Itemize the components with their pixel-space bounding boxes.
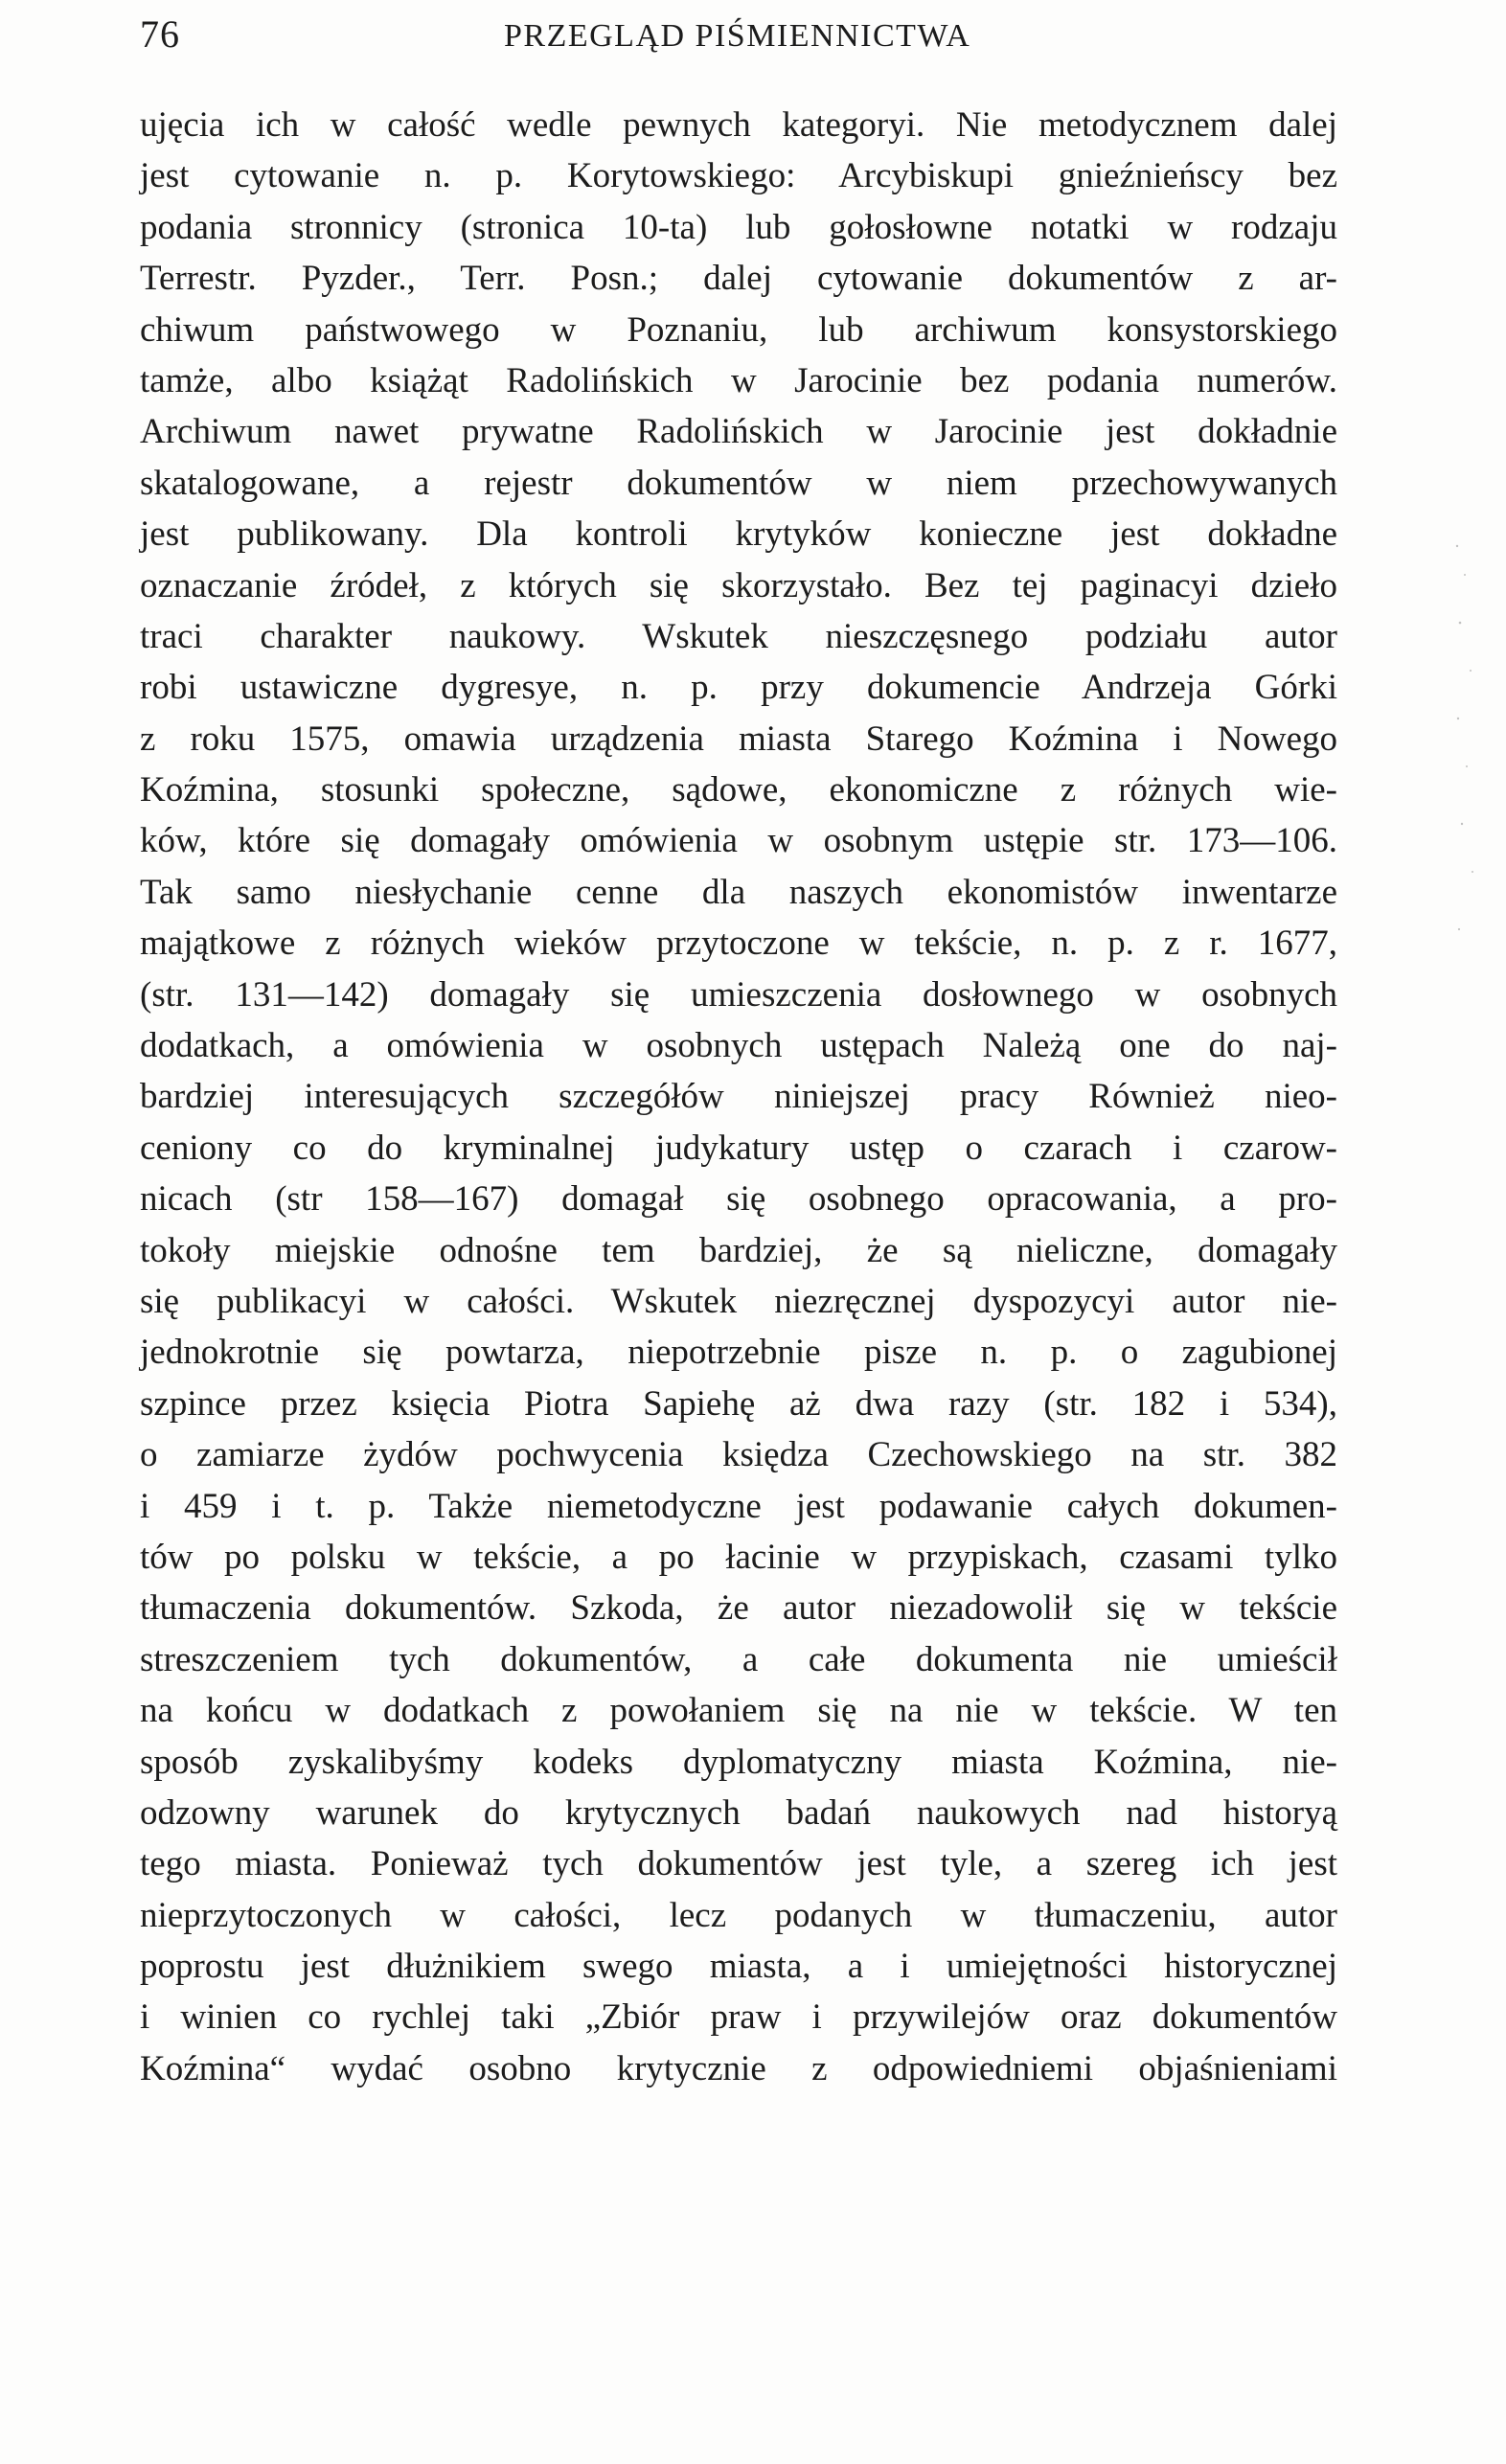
text-line: odzowny warunek do krytycznych badań naukowych nad historyą [140,1792,1337,1833]
text-line: traci charakter naukowy. Wskutek nieszczęsnego podziału autor [140,616,1337,656]
text-line: podania stronnicy (stronica 10-ta) lub gołosłowne notatki w rodzaju [140,207,1337,247]
running-title: PRZEGLĄD PIŚMIENNICTWA [504,18,971,54]
text-line: streszczeniem tych dokumentów, a całe dokumenta nie umieścił [140,1639,1337,1679]
body-text [140,100,1337,2094]
text-line: (str. 131—142) domagały się umieszczenia dosłownego w osobnych [140,974,1337,1015]
text-line: z roku 1575, omawia urządzenia miasta Starego Koźmina i Nowego [140,719,1337,759]
text-line: Archiwum nawet prywatne Radolińskich w Jarocinie jest dokładnie [140,412,1337,452]
text-line: Tak samo niesłychanie cenne dla naszych ekonomistów inwentarze [140,872,1337,912]
text-line: tamże, albo książąt Radolińskich w Jarocinie bez podania numerów. [140,360,1337,400]
text-line: Koźmina“ wydać osobno krytycznie z odpowiedniemi objaśnieniami [140,2048,1337,2088]
text-line: skatalogowane, a rejestr dokumentów w niem przechowywanych [140,463,1337,503]
text-line: oznaczanie źródeł, z których się skorzystało. Bez tej paginacyi dzieło [140,565,1337,605]
margin-specks-decoration [1451,536,1490,977]
text-line: ceniony co do kryminalnej judykatury ustęp o czarach i czarow- [140,1128,1337,1168]
text-line: na końcu w dodatkach z powołaniem się na nie w tekście. W ten [140,1691,1337,1731]
text-line: się publikacyi w całości. Wskutek niezręcznej dyspozycyi autor nie- [140,1281,1337,1321]
text-line: o zamiarze żydów pochwycenia księdza Czechowskiego na str. 382 [140,1435,1337,1475]
text-line: ujęcia ich w całość wedle pewnych kategoryi. Nie metodycznem dalej [140,105,1337,145]
text-line: dodatkach, a omówienia w osobnych ustępach Należą one do naj- [140,1026,1337,1066]
text-line: nicach (str 158—167) domagał się osobnego opracowania, a pro- [140,1179,1337,1220]
text-line: bardziej interesujących szczegółów niniejszej pracy Również nieo- [140,1077,1337,1117]
text-line: tów po polsku w tekście, a po łacinie w przypiskach, czasami tylko [140,1537,1337,1577]
text-line: i winien co rychlej taki „Zbiór praw i przywilejów oraz dokumentów [140,1997,1337,2038]
text-line: jest publikowany. Dla kontroli krytyków konieczne jest dokładne [140,514,1337,555]
text-line: i 459 i t. p. Także niemetodyczne jest podawanie całych dokumen- [140,1486,1337,1526]
page-number: 76 [140,12,180,56]
text-line: nieprzytoczonych w całości, lecz podanych w tłumaczeniu, autor [140,1895,1337,1935]
text-line: jest cytowanie n. p. Korytowskiego: Arcybiskupi gnieźnieńscy bez [140,156,1337,196]
text-line: Koźmina, stosunki społeczne, sądowe, ekonomiczne z różnych wie- [140,770,1337,810]
text-line: tego miasta. Ponieważ tych dokumentów jest tyle, a szereg ich jest [140,1844,1337,1884]
text-line: majątkowe z różnych wieków przytoczone w tekście, n. p. z r. 1677, [140,924,1337,964]
text-line: ków, które się domagały omówienia w osobnym ustępie str. 173—106. [140,821,1337,861]
text-line: robi ustawiczne dygresye, n. p. przy dokumencie Andrzeja Górki [140,668,1337,708]
text-line: szpince przez księcia Piotra Sapiehę aż dwa razy (str. 182 i 534), [140,1383,1337,1424]
text-line: tokoły miejskie odnośne tem bardziej, że są nieliczne, domagały [140,1230,1337,1270]
text-line: poprostu jest dłużnikiem swego miasta, a i umiejętności historycznej [140,1947,1337,1987]
text-line: sposób zyskalibyśmy kodeks dyplomatyczny miasta Koźmina, nie- [140,1742,1337,1782]
text-line: Terrestr. Pyzder., Terr. Posn.; dalej cytowanie dokumentów z ar- [140,259,1337,299]
text-line: chiwum państwowego w Poznaniu, lub archiwum konsystorskiego [140,309,1337,350]
text-line: tłumaczenia dokumentów. Szkoda, że autor niezadowolił się w tekście [140,1588,1337,1629]
text-line: jednokrotnie się powtarza, niepotrzebnie pisze n. p. o zagubionej [140,1333,1337,1373]
